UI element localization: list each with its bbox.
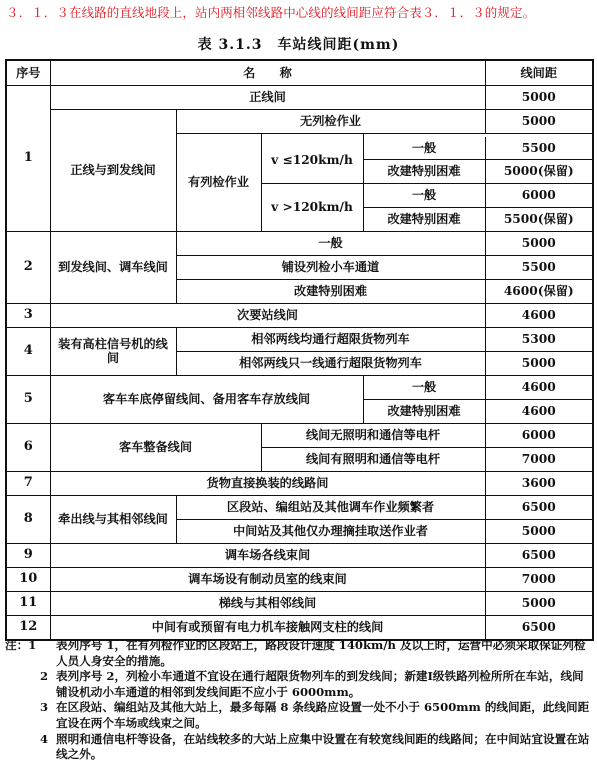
cell-name: 调车场设有制动员室的线束间 — [50, 567, 485, 591]
cell-general: 一般 — [176, 231, 485, 255]
table-row — [6, 375, 593, 399]
row-number: 1 — [6, 85, 50, 231]
row-number: 2 — [6, 231, 50, 303]
note-label: 4 — [40, 731, 49, 746]
row-number: 8 — [6, 495, 50, 543]
cell-group: 到发线间、调车线间 — [50, 231, 176, 303]
cell-group: 牵出线与其相邻线间 — [50, 495, 176, 543]
value-cell: 4600(保留) — [485, 279, 593, 303]
value-cell: 7000 — [485, 447, 593, 471]
row-number: 7 — [6, 471, 50, 495]
note-label: 注：1 — [5, 638, 37, 652]
value-cell: 3600 — [485, 471, 593, 495]
cell-name: 次要站线间 — [50, 303, 485, 327]
header-spacing: 线间距 — [485, 60, 593, 85]
header-no: 序号 — [6, 60, 50, 85]
table-header-row — [6, 60, 593, 85]
cell-general: 一般 — [363, 183, 485, 207]
intro-text: ３．１．３在线路的直线地段上，站内两相邻线路中心线的线间距应符合表３．１．３的规定。 — [6, 5, 536, 20]
cell-difficult: 改建特别困难 — [363, 207, 485, 231]
note-item — [5, 700, 593, 731]
note-text: 在区段站、编组站及其他大站上，最多每隔 8 条线路应设置一处不小于 6500mm 的线间距，此线间距宜设在两个车场或线束之间。 — [56, 700, 590, 730]
cell-cart: 铺设列检小车通道 — [176, 255, 485, 279]
value-cell: 5500 — [485, 137, 593, 159]
cell-condition: 相邻两线均通行超限货物列车 — [176, 327, 485, 351]
value-cell: 6500 — [485, 543, 593, 567]
cell-name: 货物直接换装的线路间 — [50, 471, 485, 495]
cell-name: 中间有或预留有电力机车接触网支柱的线间 — [50, 615, 485, 640]
table-row — [6, 567, 593, 591]
cell-name: 梯线与其相邻线间 — [50, 591, 485, 615]
notes-section — [5, 638, 593, 763]
value-cell: 5000 — [485, 591, 593, 615]
value-cell: 5000 — [485, 85, 593, 109]
cell-general: 一般 — [363, 137, 485, 159]
value-cell: 6500 — [485, 615, 593, 640]
table-row — [6, 109, 593, 133]
table-row — [6, 303, 593, 327]
value-cell: 6000 — [485, 423, 593, 447]
value-cell: 5500 — [485, 255, 593, 279]
value-cell: 5000 — [485, 519, 593, 543]
cell-group: 正线与到发线间 — [50, 109, 176, 231]
cell-group: 客车车底停留线间、备用客车存放线间 — [50, 375, 363, 423]
cell-group: 装有高柱信号机的线间 — [50, 327, 176, 375]
row-number: 3 — [6, 303, 50, 327]
row-number: 6 — [6, 423, 50, 471]
value-cell: 4600 — [485, 375, 593, 399]
value-cell: 5000 — [485, 351, 593, 375]
cell-no-inspection: 无列检作业 — [176, 109, 485, 133]
table-row — [6, 423, 593, 447]
cell-difficult: 改建特别困难 — [176, 279, 485, 303]
cell-name: 调车场各线束间 — [50, 543, 485, 567]
cell-speed-high: v >120km/h — [261, 183, 363, 231]
value-cell: 6500 — [485, 495, 593, 519]
station-spacing-table — [5, 59, 594, 641]
cell-difficult: 改建特别困难 — [363, 159, 485, 183]
value-cell: 5000(保留) — [485, 159, 593, 183]
row-number: 5 — [6, 375, 50, 423]
cell-condition: 线间有照明和通信等电杆 — [261, 447, 485, 471]
table-row — [6, 327, 593, 351]
row-number: 4 — [6, 327, 50, 375]
note-item — [5, 732, 593, 763]
cell-condition: 相邻两线只一线通行超限货物列车 — [176, 351, 485, 375]
value-cell: 4600 — [485, 399, 593, 423]
note-text: 表列序号 2，列检小车通道不宜设在通行超限货物列车的到发线间；新建Ⅰ级铁路列检所所在车站，线间铺设机动小车通道的相邻到发线间距不应小于 6000mm。 — [56, 669, 584, 699]
value-cell: 5300 — [485, 327, 593, 351]
table-row — [6, 85, 593, 109]
cell-group: 客车整备线间 — [50, 423, 261, 471]
row-number: 10 — [6, 567, 50, 591]
cell-with-inspection: 有列检作业 — [176, 133, 261, 231]
value-cell: 4600 — [485, 303, 593, 327]
cell-condition: 线间无照明和通信等电杆 — [261, 423, 485, 447]
note-text: 照明和通信电杆等设备，在站线较多的大站上应集中设置在有较宽线间距的线路间；在中间站宜设置在站线之外。 — [56, 731, 590, 762]
cell-difficult: 改建特别困难 — [363, 399, 485, 423]
cell-main-line: 正线间 — [50, 85, 485, 109]
value-cell: 5000 — [485, 231, 593, 255]
cell-general: 一般 — [363, 375, 485, 399]
value-cell: 7000 — [485, 567, 593, 591]
cell-condition: 区段站、编组站及其他调车作业频繁者 — [176, 495, 485, 519]
value-cell: 6000 — [485, 183, 593, 207]
note-text: 表列序号 1，在有列检作业的区段站上，路段设计速度 140km/h 及以上时，运营中必须采取保证列检人员人身安全的措施。 — [56, 638, 586, 668]
note-item — [5, 638, 593, 669]
header-name: 名 称 — [50, 60, 485, 85]
table-row — [6, 615, 593, 640]
table-title: 表 3.1.3 车站线间距(mm) — [197, 37, 400, 53]
table-row — [6, 471, 593, 495]
note-label: 3 — [40, 700, 49, 715]
cell-condition: 中间站及其他仅办理摘挂取送作业者 — [176, 519, 485, 543]
table-row — [6, 231, 593, 255]
note-item — [5, 669, 593, 700]
cell-speed-low: v ≤120km/h — [261, 137, 363, 183]
row-number: 12 — [6, 615, 50, 640]
value-cell: 5000 — [485, 109, 593, 133]
value-cell: 5500(保留) — [485, 207, 593, 231]
table-row — [6, 495, 593, 519]
note-label: 2 — [40, 669, 49, 684]
row-number: 9 — [6, 543, 50, 567]
row-number: 11 — [6, 591, 50, 615]
table-row — [6, 543, 593, 567]
table-row — [6, 591, 593, 615]
